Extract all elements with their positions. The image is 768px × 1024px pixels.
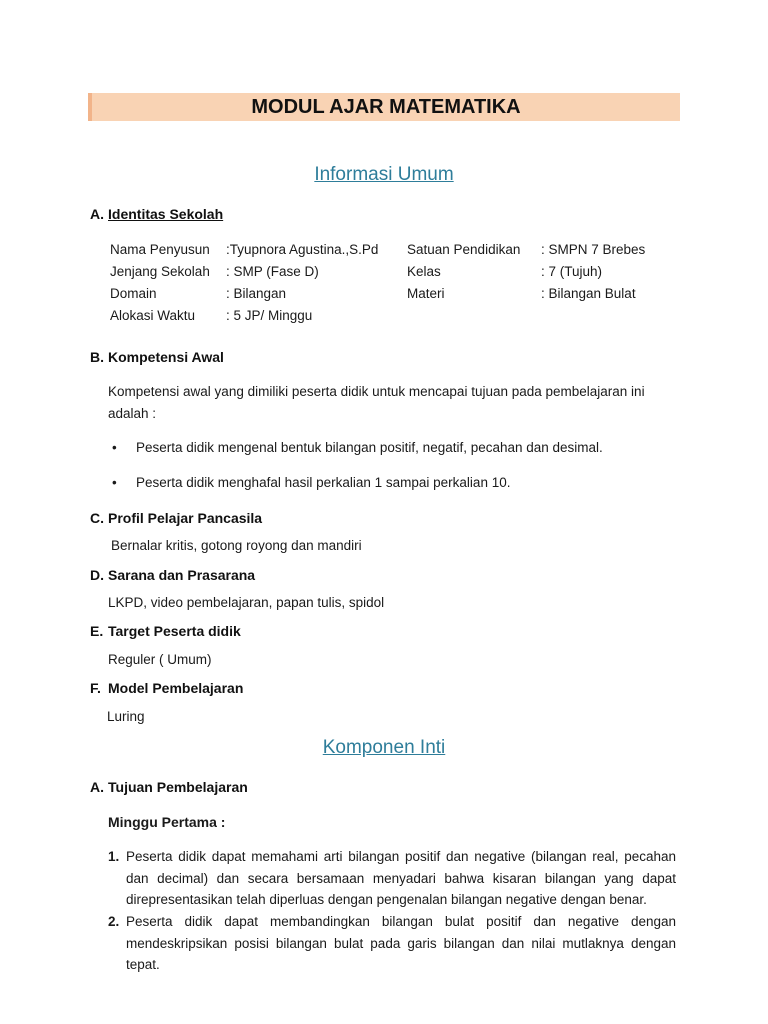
bullet-mark: • [112, 440, 117, 455]
list-item [112, 474, 510, 492]
identitas-value: : Bilangan Bulat [541, 286, 636, 301]
kompetensi-intro-line: Kompetensi awal yang dimiliki peserta didik untuk mencapai tujuan pada pembelajaran ini [108, 384, 645, 399]
identitas-value: : 7 (Tujuh) [541, 264, 603, 279]
section-letter: A. [90, 779, 104, 795]
identitas-key: Materi [407, 286, 445, 301]
identitas-row [110, 283, 670, 305]
identitas-value: : 5 JP/ Minggu [226, 308, 313, 323]
section-letter: E. [90, 623, 104, 639]
identitas-key: Kelas [407, 264, 441, 279]
list-number: 2. [108, 914, 120, 929]
list-number: 1. [108, 849, 120, 864]
identitas-value: :Tyupnora Agustina.,S.Pd [226, 242, 379, 257]
document-title: MODUL AJAR MATEMATIKA [88, 93, 680, 121]
kompetensi-intro-line: adalah : [108, 406, 157, 421]
section-letter: B. [90, 349, 104, 365]
section-label: Sarana dan Prasarana [108, 567, 256, 583]
list-item-text: Peserta didik dapat memahami arti bilangan positif dan negative (bilangan real, pecahan dan decimal) dan secara bersamaan menyadari bahwa kisaran bilangan yang dapat direpresentasikan telah diperluas dengan pengenalan bilangan negative dengan benar. [126, 849, 676, 908]
section-label: Tujuan Pembelajaran [108, 779, 248, 795]
list-item [108, 846, 676, 911]
section-letter: D. [90, 567, 104, 583]
section-label: Identitas Sekolah [108, 206, 224, 222]
section-target-peserta [90, 622, 241, 640]
model-text: Luring [107, 709, 145, 724]
kompetensi-intro [108, 381, 645, 425]
list-item [108, 911, 676, 976]
identitas-key: Alokasi Waktu [110, 308, 196, 323]
section-letter: A. [90, 206, 104, 222]
heading-komponen-inti: Komponen Inti [322, 737, 446, 758]
list-item-text: Peserta didik dapat membandingkan bilangan bulat positif dan negative dengan mendeskripsikan posisi bilangan bulat pada garis bilangan dan nilai mutlaknya dengan tepat. [126, 914, 676, 973]
identitas-key: Jenjang Sekolah [110, 264, 210, 279]
section-letter: F. [90, 680, 101, 696]
section-label: Kompetensi Awal [108, 349, 224, 365]
identitas-key: Satuan Pendidikan [407, 242, 521, 257]
section-letter: C. [90, 510, 104, 526]
identitas-value: : SMPN 7 Brebes [541, 242, 646, 257]
minggu-pertama-heading: Minggu Pertama : [108, 814, 226, 830]
sarana-text: LKPD, video pembelajaran, papan tulis, spidol [108, 595, 385, 610]
section-label: Target Peserta didik [108, 623, 241, 639]
list-item-text: Peserta didik mengenal bentuk bilangan positif, negatif, pecahan dan desimal. [136, 440, 603, 455]
section-label: Model Pembelajaran [108, 680, 244, 696]
identitas-row [110, 261, 670, 283]
identitas-row [110, 239, 670, 261]
section-model-pembelajaran [90, 679, 243, 697]
list-item [112, 439, 603, 457]
heading-informasi-umum: Informasi Umum [314, 164, 454, 185]
section-profil-pelajar [90, 509, 262, 527]
identitas-value: : SMP (Fase D) [226, 264, 319, 279]
section-identitas-sekolah [90, 205, 223, 223]
identitas-row [110, 305, 670, 327]
profil-text: Bernalar kritis, gotong royong dan mandiri [111, 538, 362, 553]
section-tujuan-pembelajaran [90, 778, 248, 796]
section-sarana-prasarana [90, 566, 255, 584]
identitas-table [110, 239, 670, 327]
identitas-value: : Bilangan [226, 286, 287, 301]
section-kompetensi-awal [90, 348, 224, 366]
identitas-key: Domain [110, 286, 157, 301]
identitas-key: Nama Penyusun [110, 242, 210, 257]
bullet-mark: • [112, 475, 117, 490]
section-label: Profil Pelajar Pancasila [108, 510, 263, 526]
target-text: Reguler ( Umum) [108, 652, 212, 667]
list-item-text: Peserta didik menghafal hasil perkalian 1 sampai perkalian 10. [136, 475, 511, 490]
